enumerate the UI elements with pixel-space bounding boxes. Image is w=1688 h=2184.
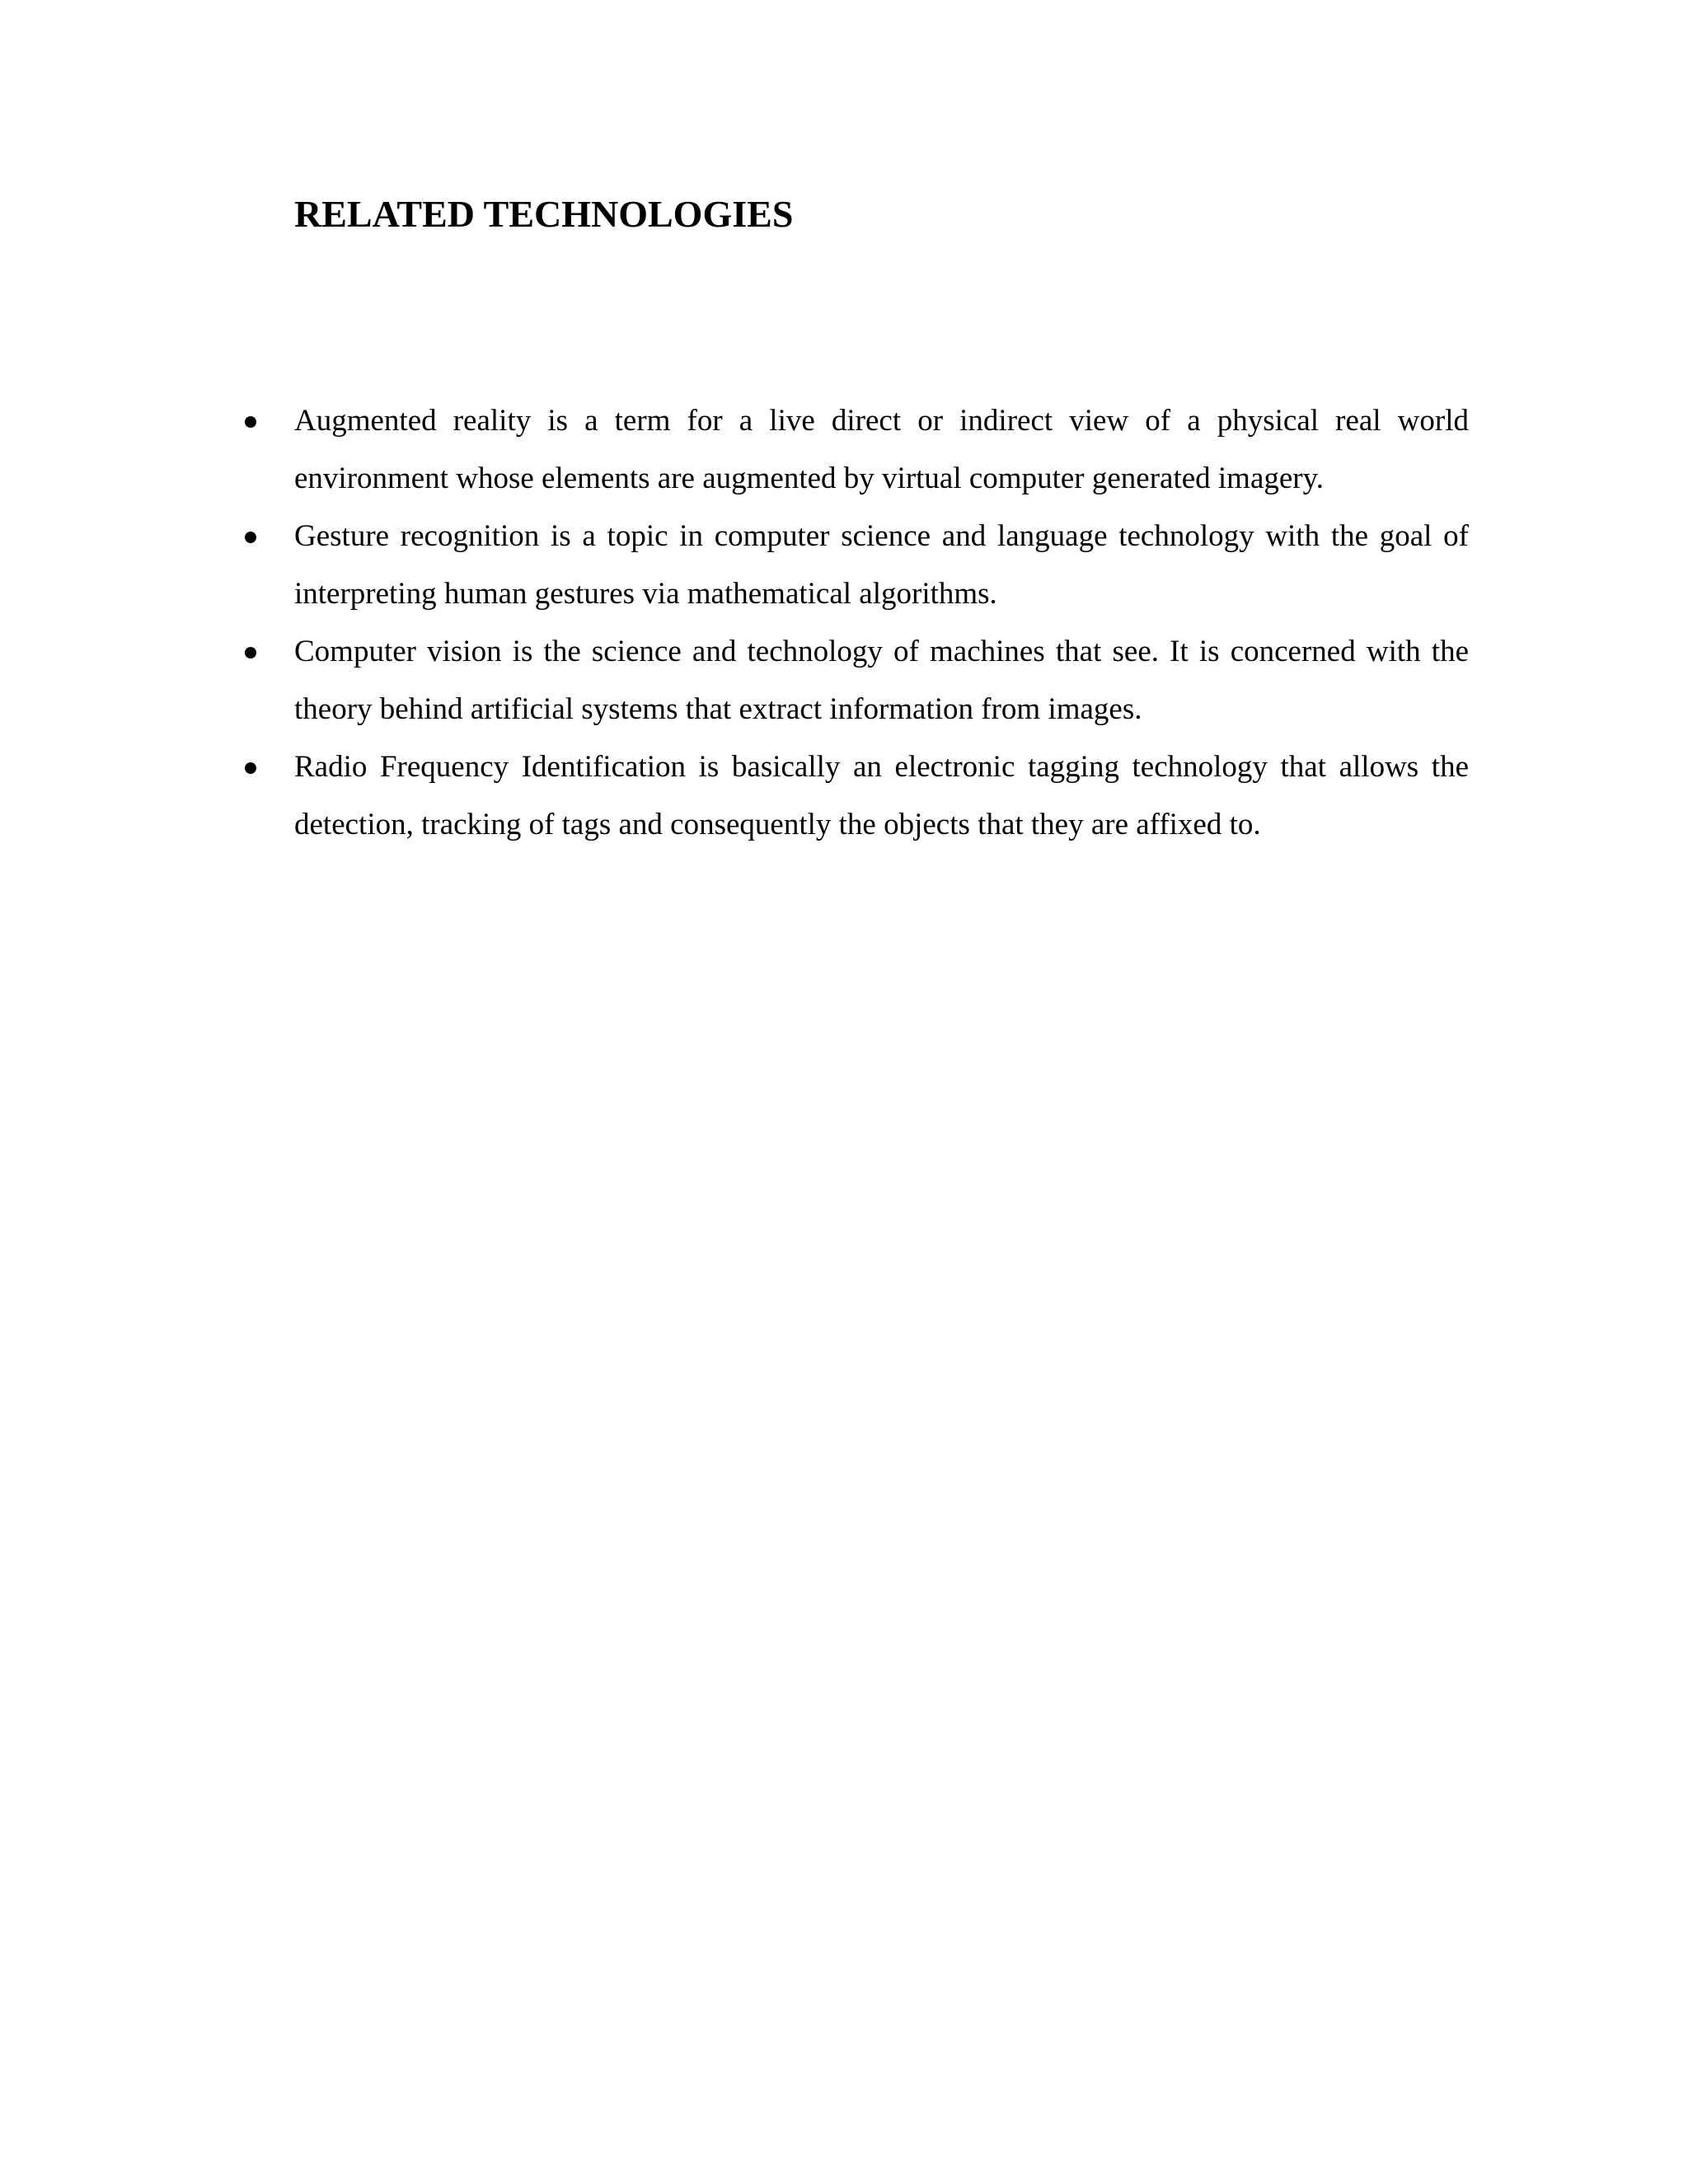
list-item-text: Computer vision is the science and technology of machines that see. It is concerned with the theory behind artificial systems that extract information from images. — [294, 635, 1469, 726]
list-item — [294, 392, 1469, 508]
bullet-icon — [245, 647, 256, 658]
list-item-text: Radio Frequency Identification is basically an electronic tagging technology that allows the detection, tracking of tags and consequently the objects that they are affixed to. — [294, 750, 1469, 841]
bullet-icon — [245, 416, 256, 428]
list-item — [294, 623, 1469, 738]
bullet-list — [294, 392, 1469, 854]
bullet-icon — [245, 532, 256, 543]
bullet-icon — [245, 762, 256, 774]
page-title: RELATED TECHNOLOGIES — [294, 193, 794, 235]
list-item — [294, 738, 1469, 854]
list-item-text: Augmented reality is a term for a live direct or indirect view of a physical real world environment whose elements are augmented by virtual computer generated imagery. — [294, 404, 1469, 495]
list-item — [294, 508, 1469, 623]
list-item-text: Gesture recognition is a topic in computer science and language technology with the goal of interpreting human gestures via mathematical algorithms. — [294, 519, 1469, 611]
